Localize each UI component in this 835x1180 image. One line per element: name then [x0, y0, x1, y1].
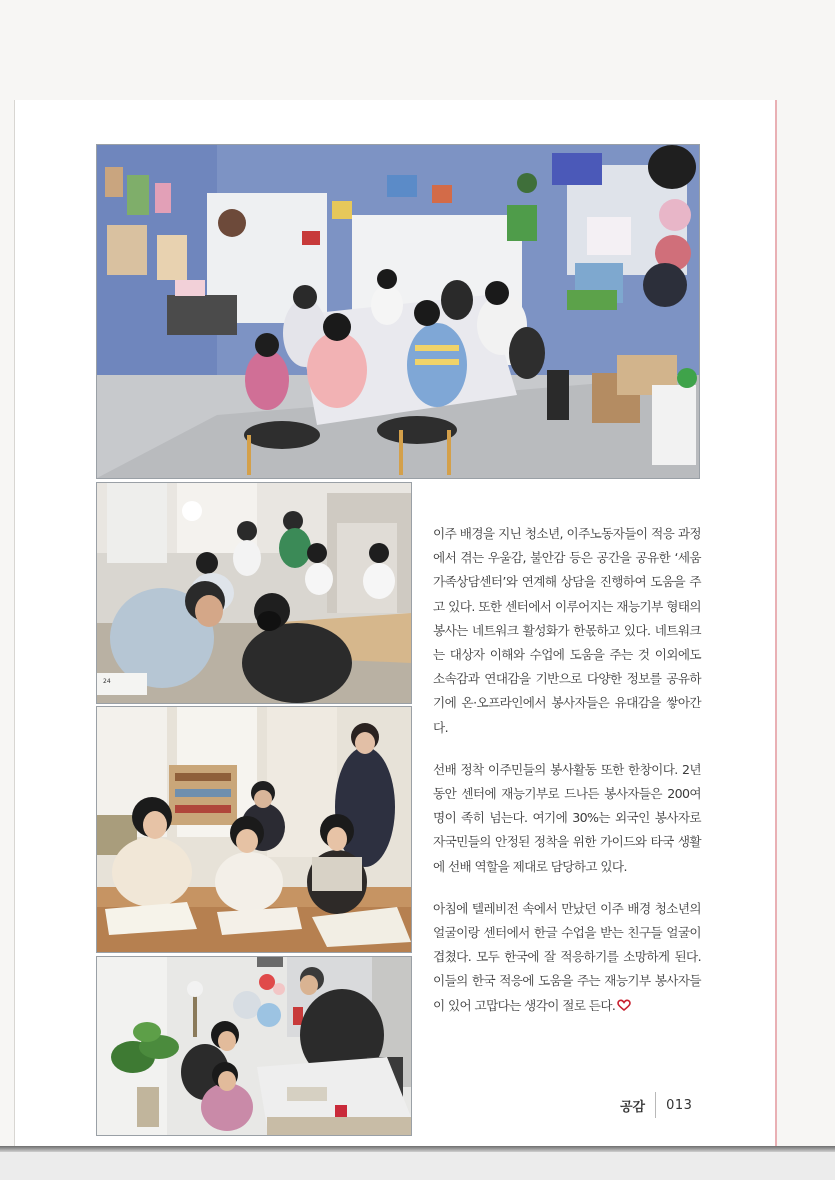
art-class-image	[97, 145, 699, 478]
group-pose-image	[97, 483, 411, 703]
article-body	[433, 522, 701, 1036]
photo-tutoring	[96, 956, 412, 1136]
photo-art-class	[96, 144, 700, 479]
paragraph-1: 이주 배경을 지닌 청소년, 이주노동자들이 적응 과정에서 겪는 우울감, 불안감 등은 공간을 공유한 ‘세움가족상담센터’와 연계해 상담을 진행하여 도움을 주고 있다. 또한 센터에서 이루어지는 재능기부 형태의 봉사는 네트워크 활성화가 한몫하고 있다. 네트워크는 대상자 이해와 수업에 도움을 주는 것 이외에도 소속감과 연대감을 기반으로 다양한 정보를 공유하기에 온·오프라인에서 봉사자들은 유대감을 쌓아간다.	[433, 526, 701, 735]
page-footer	[620, 1094, 692, 1116]
korean-class-image	[97, 707, 411, 952]
page-edge-line	[775, 100, 777, 1148]
heart-outline-icon	[617, 999, 631, 1011]
scan-bottom-strip	[0, 1152, 835, 1180]
photo-group-pose	[96, 482, 412, 704]
photo-sign-text: 24	[103, 678, 111, 685]
footer-section-title: 공감	[620, 1099, 646, 1115]
footer-divider	[655, 1092, 656, 1118]
paragraph-3-text: 아침에 텔레비전 속에서 만났던 이주 배경 청소년의 얼굴이랑 센터에서 한글 수업을 받는 친구들 얼굴이 겹쳤다. 모두 한국에 잘 적응하기를 소망하게 된다. 이들의 한국 적응에 도움을 주는 재능기부 봉사자들이 있어 고맙다는 생각이 절로 든다.	[433, 900, 701, 1013]
page-number: 013	[666, 1097, 693, 1113]
tutoring-image	[97, 957, 411, 1135]
photo-korean-class	[96, 706, 412, 953]
paragraph-2: 선배 정착 이주민들의 봉사활동 또한 한창이다. 2년 동안 센터에 재능기부로 드나든 봉사자들은 200여 명이 족히 넘는다. 여기에 30%는 외국인 봉사자로 자국민들의 안정된 정착을 위한 가이드와 타국 생활에 선배 역할을 제대로 담당하고 있다.	[433, 761, 701, 874]
paragraph-3	[433, 897, 701, 1018]
